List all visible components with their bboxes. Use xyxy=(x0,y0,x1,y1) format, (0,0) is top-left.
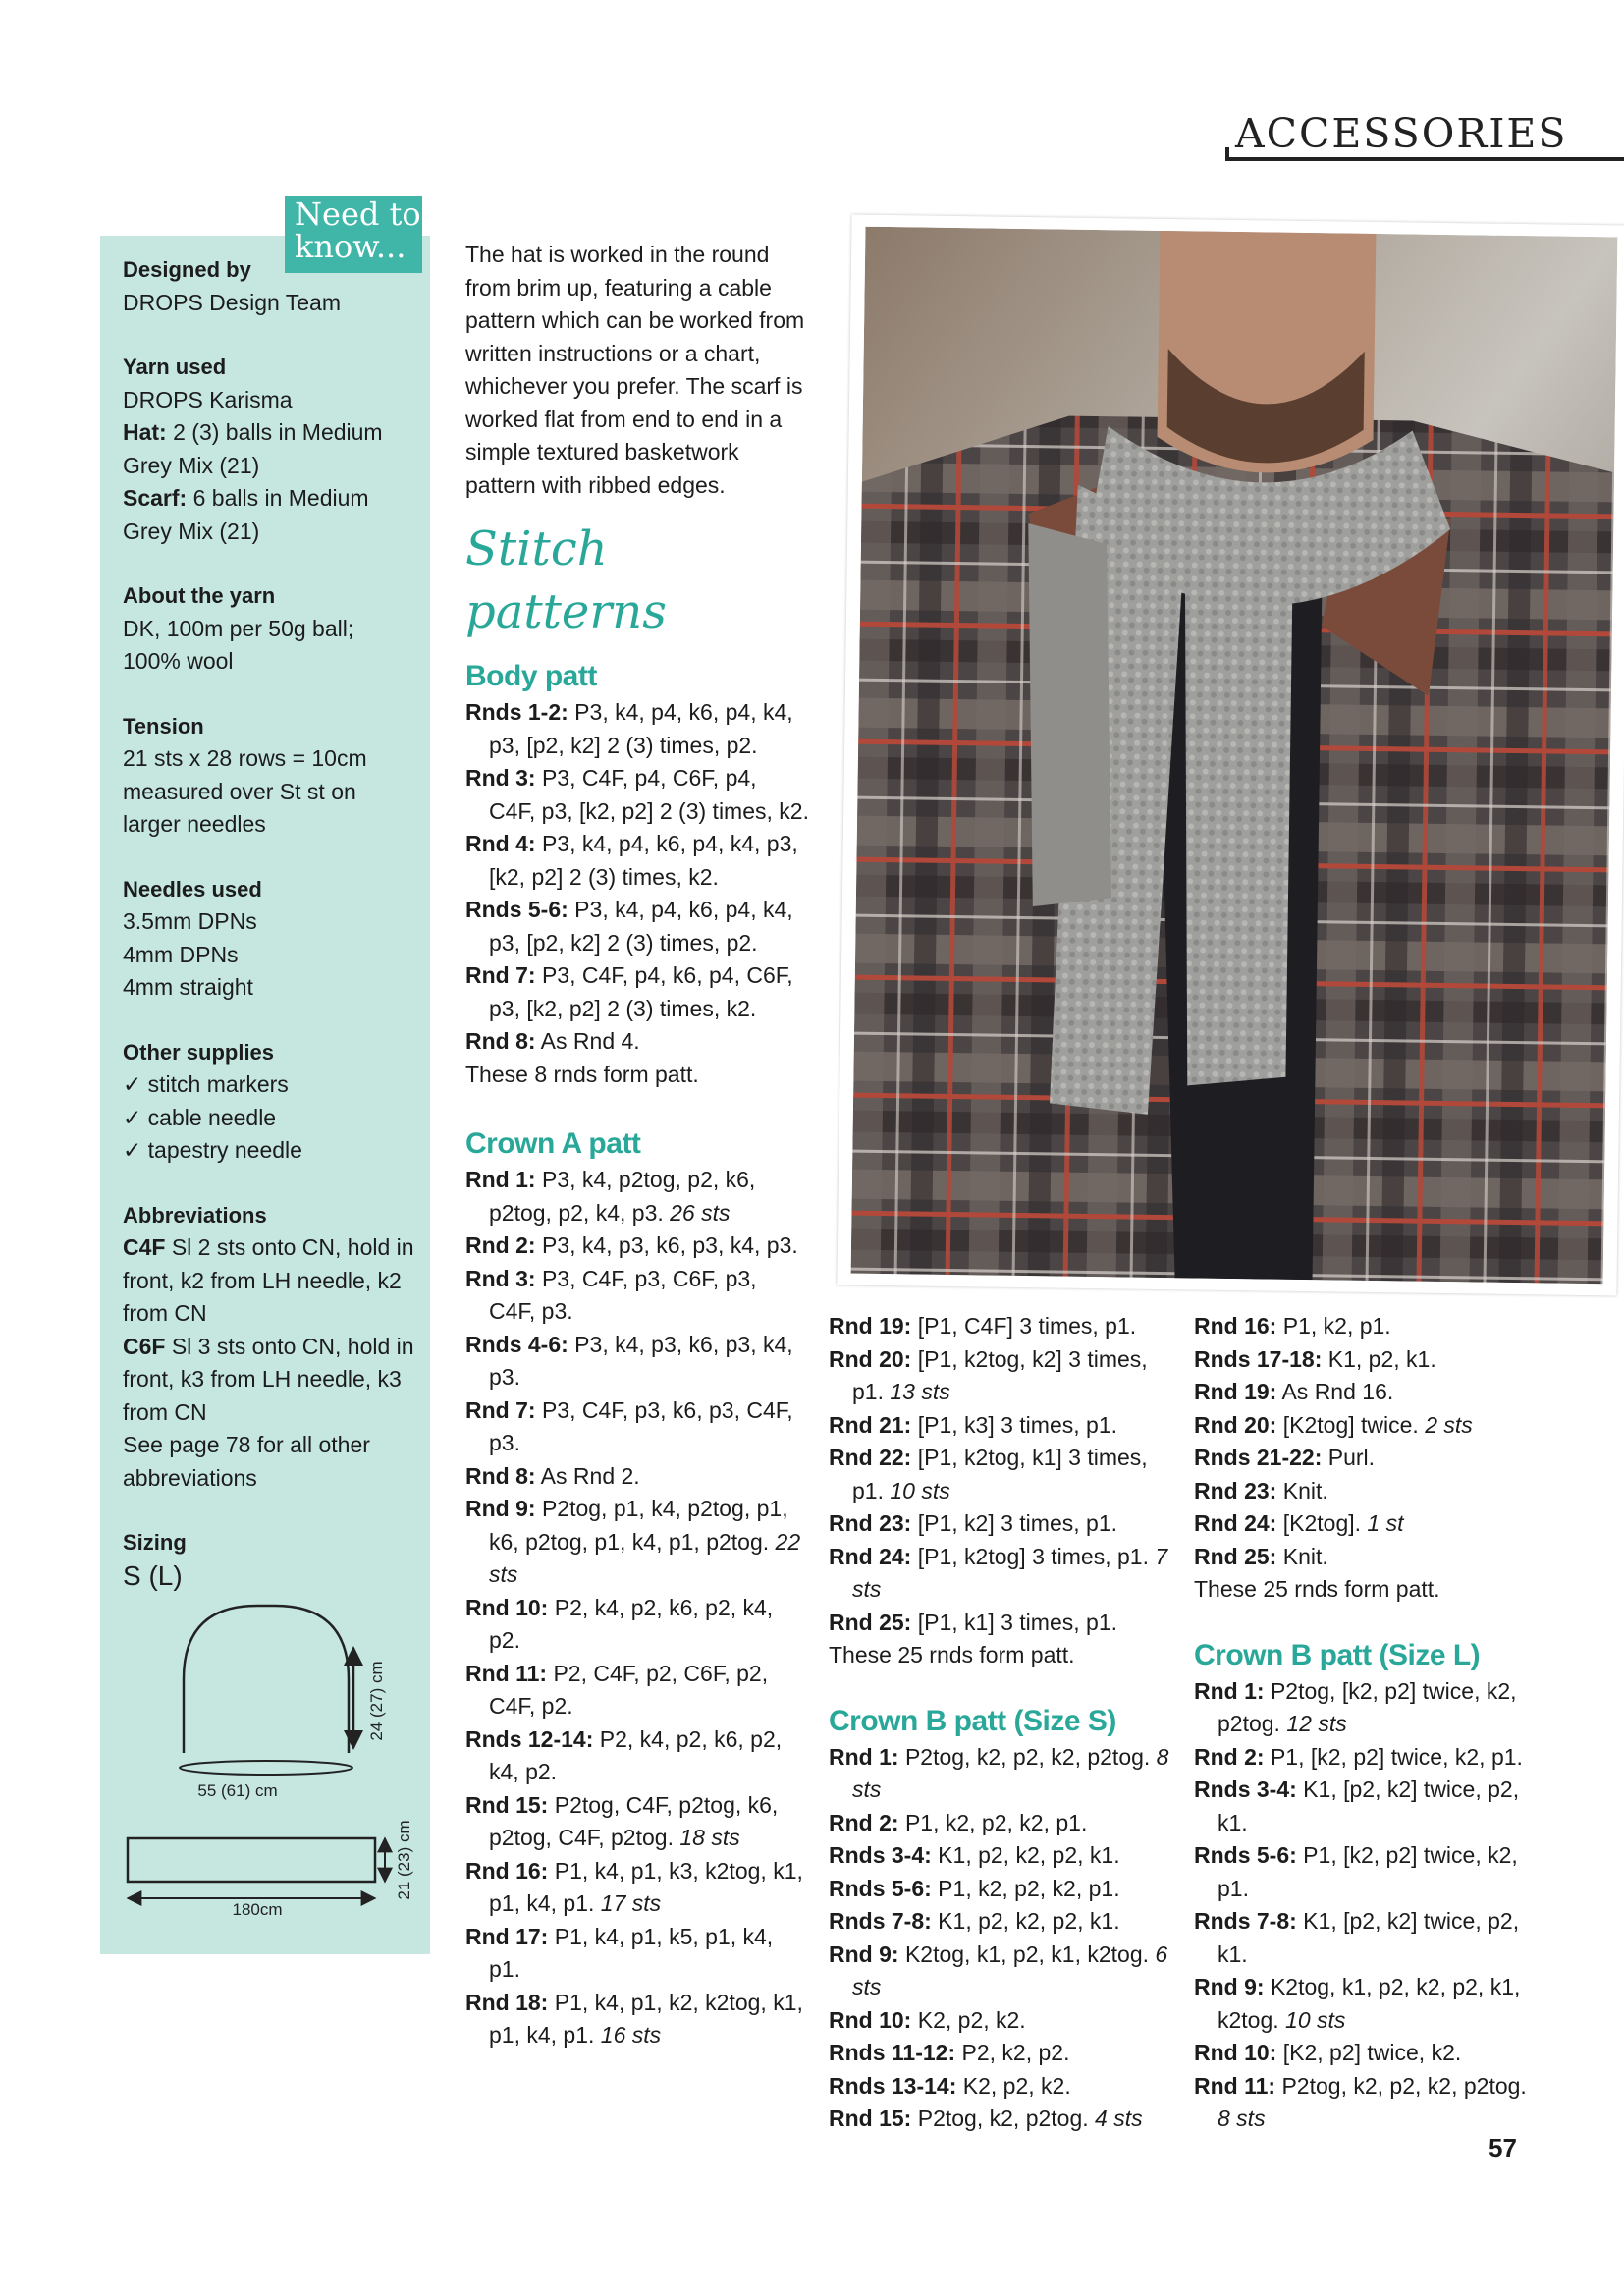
row-stitch-count: 2 sts xyxy=(1418,1411,1473,1438)
row-label: Rnd 23: xyxy=(829,1510,912,1536)
row-label: Rnds 11-12: xyxy=(829,2040,956,2065)
row-label: Rnd 3: xyxy=(465,765,536,791)
pattern-row xyxy=(465,1789,809,1855)
crown-b-l-rows xyxy=(1194,1675,1533,2136)
needle-item: 4mm straight xyxy=(123,974,253,1000)
pattern-row xyxy=(1194,1475,1533,1508)
badge-line2: know... xyxy=(295,228,406,265)
row-label: Rnd 23: xyxy=(1194,1477,1277,1503)
abbr-c6f-label: C6F xyxy=(123,1333,166,1359)
row-text: [P1, k2] 3 times, p1. xyxy=(911,1510,1117,1536)
row-text: As Rnd 4. xyxy=(535,1028,640,1054)
pattern-row xyxy=(465,1723,809,1789)
pattern-row xyxy=(465,894,809,959)
crown-a-end: These 25 rnds form patt. xyxy=(829,1642,1075,1667)
row-label: Rnd 25: xyxy=(1194,1543,1277,1569)
pattern-row xyxy=(1194,1541,1533,1574)
row-text: P2tog, k2, p2, k2, p2tog. xyxy=(898,1743,1151,1770)
row-text: [P1, k2tog, k2] 3 times, p1. xyxy=(852,1345,1148,1404)
row-label: Rnd 24: xyxy=(829,1543,912,1569)
pattern-row xyxy=(1194,1774,1533,1839)
row-stitch-count: 8 sts xyxy=(1218,2105,1266,2131)
row-label: Rnd 10: xyxy=(465,1594,549,1620)
pattern-row xyxy=(829,1839,1177,1873)
body-patt-rows xyxy=(465,696,809,1059)
needle-item: 4mm DPNs xyxy=(123,941,239,967)
row-text: P2, k4, p2, k6, p2, k4, p2. xyxy=(489,1725,783,1784)
row-label: Rnd 20: xyxy=(829,1345,912,1372)
row-label: Rnd 1: xyxy=(1194,1677,1265,1704)
row-stitch-count: 7 sts xyxy=(852,1543,1168,1602)
row-label: Rnds 4-6: xyxy=(465,1331,568,1357)
row-label: Rnd 19: xyxy=(1194,1379,1277,1404)
row-label: Rnd 7: xyxy=(465,962,536,988)
row-label: Rnd 15: xyxy=(829,2105,912,2131)
pattern-row xyxy=(465,696,809,762)
pattern-row xyxy=(465,1658,809,1723)
pattern-row xyxy=(465,1855,809,1921)
row-label: Rnd 11: xyxy=(465,1660,548,1686)
hat-text: 2 (3) balls in Medium Grey Mix (21) xyxy=(123,419,383,478)
row-text: K2, p2, k2. xyxy=(911,2006,1026,2033)
pattern-row xyxy=(829,1409,1177,1443)
row-text: [K2, p2] twice, k2. xyxy=(1276,2040,1462,2065)
row-text: [P1, C4F] 3 times, p1. xyxy=(911,1313,1137,1339)
crown-a-rows xyxy=(465,1164,809,2052)
row-stitch-count: 16 sts xyxy=(594,2022,662,2048)
pattern-row xyxy=(1194,1905,1533,1971)
row-label: Rnd 10: xyxy=(1194,2040,1277,2065)
row-text: Knit. xyxy=(1276,1477,1328,1503)
row-text: [P1, k1] 3 times, p1. xyxy=(911,1609,1117,1635)
row-label: Rnd 16: xyxy=(465,1857,549,1884)
scarf-length-label: 180cm xyxy=(232,1900,283,1919)
crown-a-cont-rows xyxy=(829,1310,1177,1639)
row-text: [P1, k3] 3 times, p1. xyxy=(911,1411,1117,1438)
row-text: P1, [k2, p2] twice, k2, p1. xyxy=(1264,1743,1523,1770)
row-stitch-count: 26 sts xyxy=(663,1199,731,1226)
yarn-heading: Yarn used xyxy=(123,355,227,379)
photo-illustration xyxy=(851,227,1618,1285)
row-stitch-count: 13 sts xyxy=(883,1379,950,1404)
crown-b-s-rows xyxy=(829,1741,1177,2136)
supply-item: ✓ stitch markers xyxy=(123,1071,289,1097)
about-yarn-text: DK, 100m per 50g ball; 100% wool xyxy=(123,615,354,674)
pattern-row xyxy=(465,959,809,1025)
row-text: P2tog, k2, p2, k2, p2tog. xyxy=(1275,2072,1527,2099)
pattern-row xyxy=(1194,2070,1533,2136)
pattern-row xyxy=(465,1329,809,1394)
sizing-heading: Sizing xyxy=(123,1530,187,1555)
row-stitch-count: 18 sts xyxy=(673,1825,740,1850)
section-rule xyxy=(1225,157,1624,161)
row-label: Rnd 22: xyxy=(829,1445,912,1470)
row-stitch-count: 4 sts xyxy=(1088,2105,1143,2131)
row-label: Rnd 20: xyxy=(1194,1411,1277,1438)
designed-by-value: DROPS Design Team xyxy=(123,289,341,315)
hat-label: Hat: xyxy=(123,419,167,445)
row-text: K1, p2, k2, p2, k1. xyxy=(931,1842,1120,1868)
scarf-schematic xyxy=(128,1838,375,1882)
pattern-row xyxy=(1194,1675,1533,1741)
row-text: P1, k4, p1, k3, k2tog, k1, p1, k4, p1. xyxy=(489,1857,803,1916)
row-label: Rnd 19: xyxy=(829,1313,912,1339)
row-label: Rnds 7-8: xyxy=(1194,1908,1297,1934)
row-text: P3, C4F, p3, C6F, p3, C4F, p3. xyxy=(489,1265,757,1324)
pattern-row xyxy=(829,1873,1177,1906)
row-label: Rnd 1: xyxy=(465,1167,536,1192)
row-label: Rnd 25: xyxy=(829,1609,912,1635)
row-text: As Rnd 16. xyxy=(1276,1379,1394,1404)
yarn-name: DROPS Karisma xyxy=(123,386,293,412)
row-label: Rnd 17: xyxy=(465,1923,549,1949)
hat-height-label: 24 (27) cm xyxy=(367,1661,386,1741)
abbreviations-heading: Abbreviations xyxy=(123,1202,267,1228)
row-text: P1, [k2, p2] twice, k2, p1. xyxy=(1218,1842,1518,1901)
pattern-row xyxy=(829,1343,1177,1409)
row-label: Rnd 7: xyxy=(465,1396,536,1423)
pattern-row xyxy=(465,1263,809,1329)
pattern-row xyxy=(465,1025,809,1059)
row-text: P1, k4, p1, k2, k2tog, k1, p1, k4, p1. xyxy=(489,1989,803,2048)
pattern-row xyxy=(465,1987,809,2052)
row-label: Rnds 5-6: xyxy=(465,897,568,922)
row-label: Rnd 11: xyxy=(1194,2072,1276,2099)
pattern-row xyxy=(829,1905,1177,1939)
row-label: Rnds 5-6: xyxy=(1194,1842,1297,1868)
row-text: [K2tog]. xyxy=(1276,1510,1362,1536)
row-text: Purl. xyxy=(1322,1445,1376,1470)
row-text: Knit. xyxy=(1276,1543,1328,1569)
needles-heading: Needles used xyxy=(123,876,262,902)
row-text: P1, k2, p2, k2, p1. xyxy=(898,1809,1088,1835)
row-label: Rnd 1: xyxy=(829,1743,899,1770)
crown-b-l-heading: Crown B patt (Size L) xyxy=(1194,1638,1481,1671)
abbr-c6f xyxy=(123,1331,417,1430)
pattern-row xyxy=(1194,1507,1533,1541)
column-3 xyxy=(829,1310,1177,2136)
row-text: As Rnd 2. xyxy=(535,1462,640,1489)
row-label: Rnd 4: xyxy=(465,831,536,856)
pattern-row xyxy=(829,1442,1177,1507)
hat-width-label: 55 (61) cm xyxy=(197,1781,278,1800)
pattern-row xyxy=(829,1807,1177,1840)
pattern-row xyxy=(1194,1741,1533,1775)
abbr-c4f-label: C4F xyxy=(123,1234,166,1260)
abbr-see-page: See page 78 for all other abbreviations xyxy=(123,1432,370,1491)
page-number: 57 xyxy=(1489,2133,1517,2162)
body-patt-end: These 8 rnds form patt. xyxy=(465,1061,699,1087)
row-text: P1, k2, p1. xyxy=(1276,1313,1391,1339)
row-text: [P1, k2tog] 3 times, p1. xyxy=(911,1543,1149,1569)
row-text: P2tog, p1, k4, p2tog, p1, k6, p2tog, p1, k4, p1, p2tog. xyxy=(489,1496,788,1555)
hat-circumference-arrow xyxy=(180,1761,352,1775)
pattern-row xyxy=(829,1939,1177,2004)
row-label: Rnd 2: xyxy=(829,1809,899,1835)
row-label: Rnds 7-8: xyxy=(829,1908,932,1934)
row-text: P2tog, [k2, p2] twice, k2, p2tog. xyxy=(1218,1677,1517,1736)
pattern-row xyxy=(829,1507,1177,1541)
pattern-row xyxy=(465,1394,809,1460)
badge-line1: Need to xyxy=(295,195,421,233)
row-label: Rnds 3-4: xyxy=(1194,1777,1297,1802)
pattern-row xyxy=(1194,1310,1533,1343)
row-label: Rnd 24: xyxy=(1194,1510,1277,1536)
row-text: P3, k4, p3, k6, p3, k4, p3. xyxy=(535,1232,798,1258)
row-stitch-count: 1 st xyxy=(1361,1510,1404,1536)
pattern-row xyxy=(829,1607,1177,1640)
row-label: Rnds 21-22: xyxy=(1194,1445,1323,1470)
section-header: ACCESSORIES xyxy=(1235,110,1568,157)
row-label: Rnd 9: xyxy=(465,1496,536,1521)
abbr-c4f xyxy=(123,1231,417,1331)
row-text: P3, C4F, p3, k6, p3, C4F, p3. xyxy=(489,1396,793,1455)
pattern-row xyxy=(1194,2037,1533,2070)
abbr-c6f-text: Sl 3 sts onto CN, hold in front, k3 from LH needle, k3 from CN xyxy=(123,1333,414,1425)
row-label: Rnds 5-6: xyxy=(829,1875,932,1901)
row-text: K1, p2, k2, p2, k1. xyxy=(931,1908,1120,1934)
row-text: P3, k4, p3, k6, p3, k4, p3. xyxy=(489,1331,793,1390)
sidebar-text xyxy=(123,253,417,1592)
pattern-row xyxy=(829,2103,1177,2136)
row-label: Rnd 8: xyxy=(465,1028,536,1054)
size-diagrams xyxy=(100,1581,430,1935)
crown-b-s-cont-rows xyxy=(1194,1310,1533,1573)
row-label: Rnds 3-4: xyxy=(829,1842,932,1868)
row-label: Rnd 15: xyxy=(465,1791,549,1818)
row-label: Rnd 2: xyxy=(1194,1743,1265,1770)
row-text: P3, k4, p4, k6, p4, k4, p3, [k2, p2] 2 (3) times, k2. xyxy=(489,831,798,890)
column-2 xyxy=(465,239,809,2052)
pattern-row xyxy=(1194,1839,1533,1905)
pattern-row xyxy=(829,1541,1177,1607)
about-yarn-heading: About the yarn xyxy=(123,583,276,608)
row-stitch-count: 6 sts xyxy=(852,1941,1168,1999)
scarf-label: Scarf: xyxy=(123,485,188,511)
row-text: K2tog, k1, p2, k2, p2, k1, k2tog. xyxy=(1218,1974,1521,2033)
row-text: P1, k4, p1, k5, p1, k4, p1. xyxy=(489,1923,774,1982)
pattern-row xyxy=(829,2070,1177,2104)
crown-b-s-heading: Crown B patt (Size S) xyxy=(829,1704,1116,1737)
pattern-row xyxy=(465,1921,809,1987)
intro-text: The hat is worked in the round from brim up, featuring a cable pattern which can be worked from written instructions or a chart, whichever you prefer. The scarf is worked flat from end to end in a simple textured basketwork pattern with ribbed edges. xyxy=(465,242,805,498)
hat-schematic xyxy=(184,1606,349,1753)
row-label: Rnds 1-2: xyxy=(465,699,568,725)
row-text: P2tog, C4F, p2tog, k6, p2tog, C4F, p2tog. xyxy=(489,1791,779,1850)
row-text: P3, k4, p4, k6, p4, k4, p3, [p2, k2] 2 (3) times, p2. xyxy=(489,699,793,758)
tension-text: 21 sts x 28 rows = 10cm measured over St st on larger needles xyxy=(123,745,367,837)
row-label: Rnds 17-18: xyxy=(1194,1345,1323,1372)
scarf-text: 6 balls in Medium Grey Mix (21) xyxy=(123,485,369,544)
column-4 xyxy=(1194,1310,1533,2136)
pattern-row xyxy=(1194,1971,1533,2037)
pattern-row xyxy=(465,762,809,828)
row-label: Rnd 16: xyxy=(1194,1313,1277,1339)
scarf-width-label: 21 (23) cm xyxy=(395,1820,413,1900)
pattern-row xyxy=(1194,1343,1533,1377)
row-text: P3, C4F, p4, k6, p4, C6F, p3, [k2, p2] 2 (3) times, k2. xyxy=(489,962,793,1021)
pattern-row xyxy=(1194,1376,1533,1409)
row-stitch-count: 12 sts xyxy=(1279,1711,1347,1736)
row-text: P3, C4F, p4, C6F, p4, C4F, p3, [k2, p2] 2 (3) times, k2. xyxy=(489,765,809,824)
row-text: K1, [p2, k2] twice, p2, k1. xyxy=(1218,1908,1520,1967)
pattern-row xyxy=(465,1460,809,1494)
row-label: Rnd 10: xyxy=(829,2006,912,2033)
row-text: P2, C4F, p2, C6F, p2, C4F, p2. xyxy=(489,1660,769,1719)
row-text: [K2tog] twice. xyxy=(1276,1411,1419,1438)
row-text: P2tog, k2, p2tog. xyxy=(911,2105,1089,2131)
pattern-row xyxy=(465,828,809,894)
row-label: Rnds 12-14: xyxy=(465,1725,594,1752)
supplies-heading: Other supplies xyxy=(123,1039,275,1065)
designed-by-heading: Designed by xyxy=(123,257,251,282)
row-stitch-count: 8 sts xyxy=(852,1743,1169,1802)
yarn-hat xyxy=(123,416,417,482)
pattern-row xyxy=(829,2037,1177,2070)
row-text: K1, p2, k1. xyxy=(1322,1345,1436,1372)
pattern-row xyxy=(465,1164,809,1230)
row-label: Rnd 2: xyxy=(465,1232,536,1258)
needle-item: 3.5mm DPNs xyxy=(123,908,257,934)
pattern-row xyxy=(829,1310,1177,1343)
row-text: P3, k4, p4, k6, p4, k4, p3, [p2, k2] 2 (3) times, p2. xyxy=(489,897,793,956)
row-text: P3, k4, p2tog, p2, k6, p2tog, p2, k4, p3. xyxy=(489,1167,756,1226)
abbr-c4f-text: Sl 2 sts onto CN, hold in front, k2 from LH needle, k2 from CN xyxy=(123,1234,414,1326)
row-text: P2, k4, p2, k6, p2, k4, p2. xyxy=(489,1594,774,1653)
pattern-row xyxy=(829,2004,1177,2038)
row-text: K2, p2, k2. xyxy=(956,2072,1071,2099)
pattern-row xyxy=(465,1592,809,1658)
pattern-row xyxy=(829,1741,1177,1807)
row-text: P1, k2, p2, k2, p1. xyxy=(931,1875,1120,1901)
crown-b-s-end: These 25 rnds form patt. xyxy=(1194,1576,1440,1602)
row-text: [P1, k2tog, k1] 3 times, p1. xyxy=(852,1445,1148,1503)
pattern-row xyxy=(1194,1442,1533,1475)
pattern-row xyxy=(1194,1409,1533,1443)
tension-heading: Tension xyxy=(123,713,204,738)
stitch-patterns-heading: Stitch patterns xyxy=(465,521,667,639)
row-label: Rnds 13-14: xyxy=(829,2072,957,2099)
pattern-row xyxy=(465,1230,809,1263)
supply-item: ✓ cable needle xyxy=(123,1104,277,1130)
sizing-value: S (L) xyxy=(123,1559,183,1591)
row-label: Rnd 3: xyxy=(465,1265,536,1291)
yarn-scarf xyxy=(123,482,417,548)
row-stitch-count: 17 sts xyxy=(594,1890,662,1916)
row-text: P2, k2, p2. xyxy=(955,2040,1070,2065)
row-stitch-count: 10 sts xyxy=(883,1477,950,1503)
row-label: Rnd 9: xyxy=(829,1941,899,1967)
supply-item: ✓ tapestry needle xyxy=(123,1137,302,1163)
crown-a-heading: Crown A patt xyxy=(465,1127,641,1160)
row-label: Rnd 18: xyxy=(465,1989,549,2015)
row-label: Rnd 9: xyxy=(1194,1974,1265,1999)
row-stitch-count: 10 sts xyxy=(1278,2006,1346,2033)
row-label: Rnd 21: xyxy=(829,1411,912,1438)
row-text: K2tog, k1, p2, k1, k2tog. xyxy=(898,1941,1149,1967)
row-stitch-count: 22 sts xyxy=(489,1528,801,1587)
row-label: Rnd 8: xyxy=(465,1462,536,1489)
pattern-row xyxy=(465,1493,809,1592)
row-text: K1, [p2, k2] twice, p2, k1. xyxy=(1218,1777,1520,1835)
body-patt-heading: Body patt xyxy=(465,660,597,692)
scarf-photo xyxy=(837,215,1624,1296)
